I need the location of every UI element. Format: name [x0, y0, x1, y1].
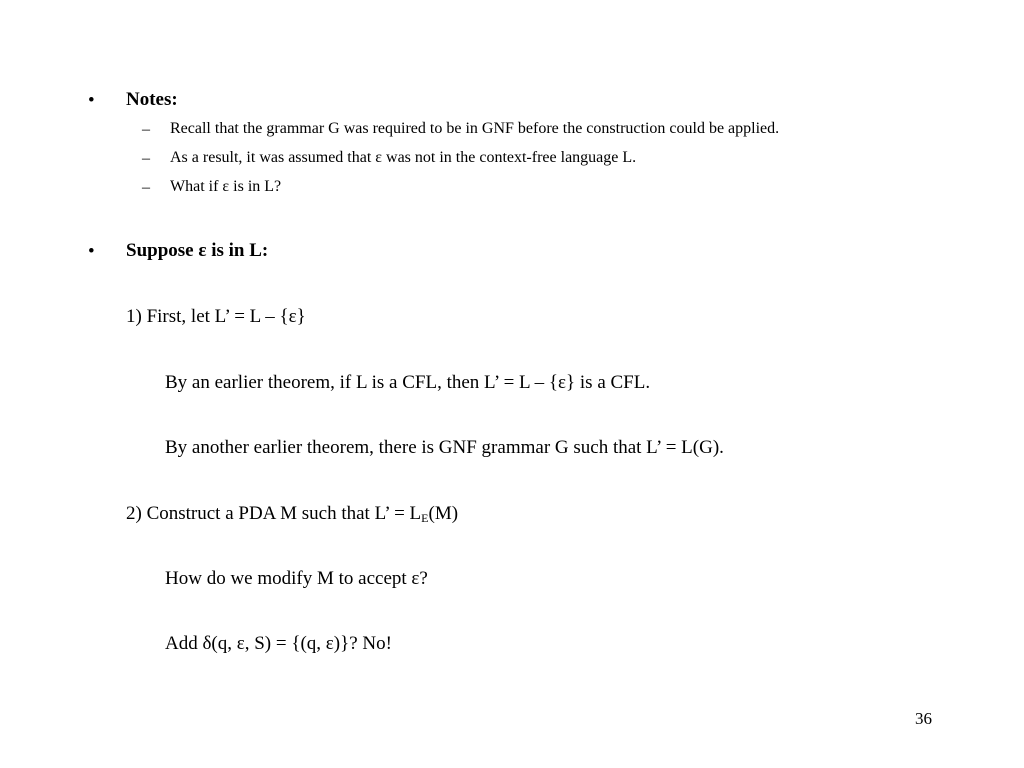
- step-2-question: How do we modify M to accept ε?: [165, 568, 428, 589]
- suppose-heading: Suppose ε is in L:: [126, 240, 269, 261]
- step-2-subscript: E: [421, 511, 429, 525]
- step-2-prefix: 2) Construct a PDA M such that L’ = L: [126, 503, 422, 524]
- bullet-notes: •: [88, 90, 95, 111]
- note-item-2: As a result, it was assumed that ε was not in the context-free language L.: [170, 149, 637, 166]
- step-1: 1) First, let L’ = L – {ε}: [126, 306, 306, 327]
- step-1-theorem-a: By an earlier theorem, if L is a CFL, then L’ = L – {ε} is a CFL.: [165, 372, 651, 393]
- step-2: [126, 504, 458, 524]
- step-1-theorem-b: By another earlier theorem, there is GNF grammar G such that L’ = L(G).: [165, 437, 724, 458]
- step-2-suffix: (M): [428, 503, 459, 524]
- dash-2: –: [142, 150, 150, 167]
- notes-heading: Notes:: [126, 89, 178, 110]
- note-item-3: What if ε is in L?: [170, 178, 282, 195]
- dash-3: –: [142, 179, 150, 196]
- note-item-1: Recall that the grammar G was required to be in GNF before the construction could be applied.: [170, 120, 780, 137]
- bullet-suppose: •: [88, 241, 95, 262]
- page-number: 36: [915, 709, 932, 728]
- dash-1: –: [142, 121, 150, 138]
- step-2-answer: Add δ(q, ε, S) = {(q, ε)}? No!: [165, 633, 392, 654]
